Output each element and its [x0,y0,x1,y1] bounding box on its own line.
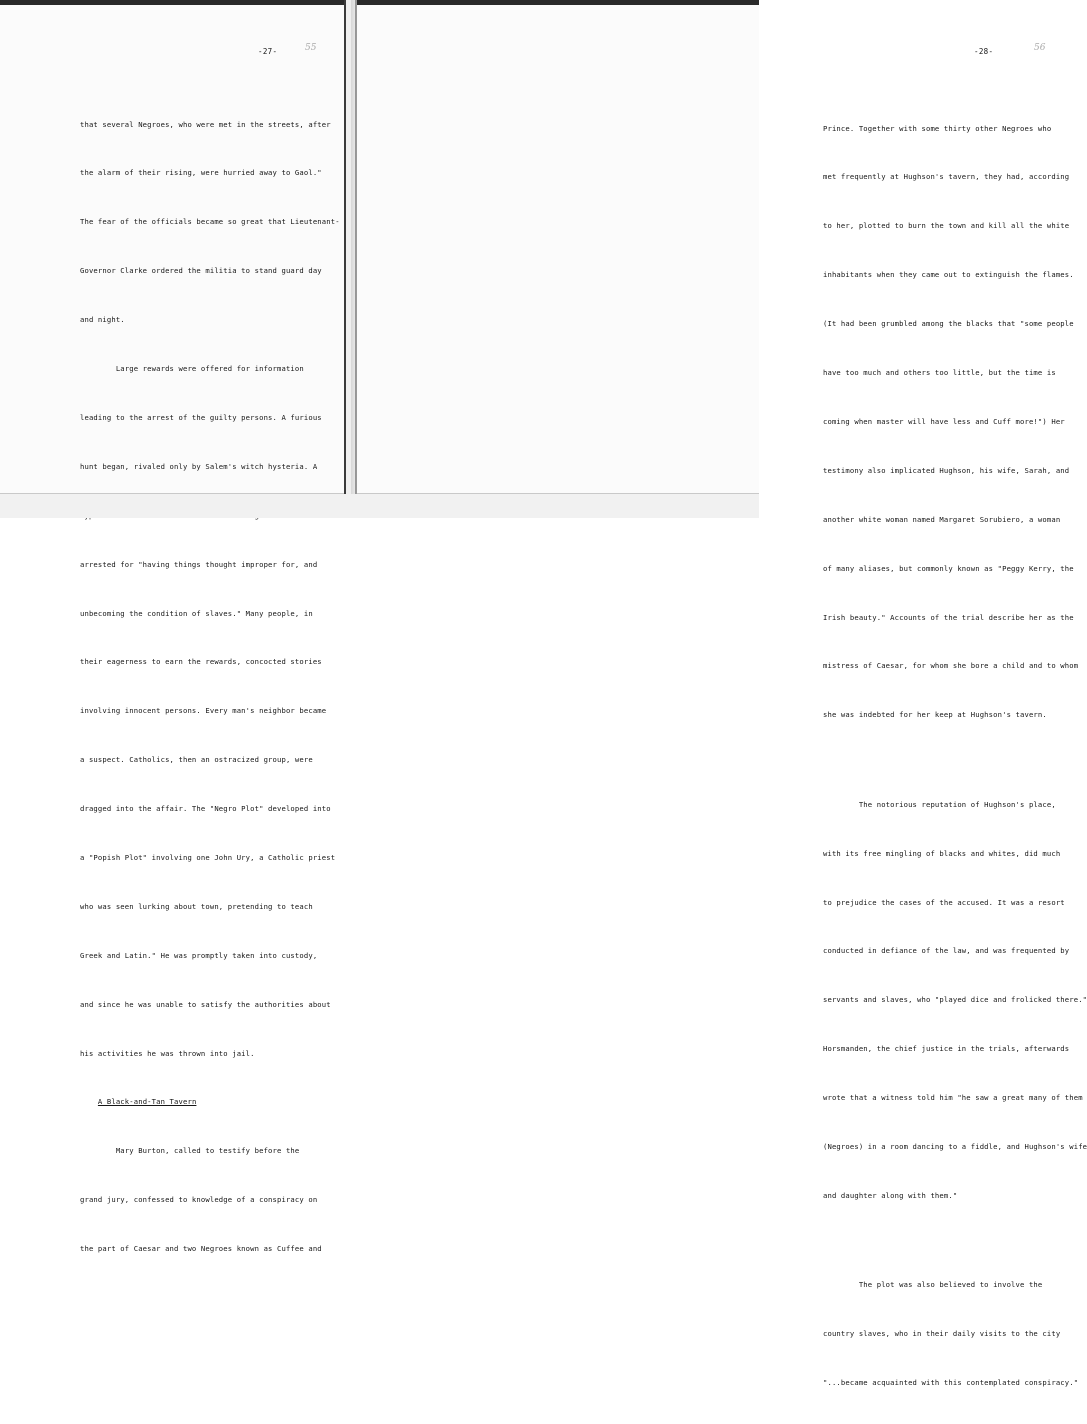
right-page-body [823,88,1087,1424]
text-line: another white woman named Margaret Sorubiero, a woman [823,514,1061,524]
text-line: their eagerness to earn the rewards, concocted stories [80,657,322,667]
text-line: the alarm of their rising, were hurried away to Gaol." [80,168,322,178]
paragraph-gap [823,756,1087,764]
scan-bottom-edge [0,494,759,518]
text-line: "...became acquainted with this contemplated conspiracy." [823,1378,1079,1388]
text-line: Irish beauty." Accounts of the trial describe her as the [823,612,1074,622]
text-line: testimony also implicated Hughson, his wife, Sarah, and [823,465,1070,475]
text-line: met frequently at Hughson's tavern, they had, according [823,172,1070,182]
pencil-annotation: 56 [1034,43,1046,53]
text-line: servants and slaves, who "played dice and frolicked there." [823,995,1087,1005]
text-line: Greek and Latin." He was promptly taken into custody, [80,950,318,960]
text-line: have too much and others too little, but the time is [823,368,1056,378]
text-line: wrote that a witness told him "he saw a great many of them [823,1093,1083,1103]
section-heading-text: A Black-and-Tan Tavern [97,1097,197,1107]
text-line: (It had been grumbled among the blacks that "some people [823,319,1074,329]
text-line: arrested for "having things thought improper for, and [80,559,318,569]
text-line: to her, plotted to burn the town and kill all the white [823,221,1070,231]
text-line: a suspect. Catholics, then an ostracized group, were [80,755,313,765]
text-line: The plot was also believed to involve the [823,1280,1043,1290]
text-line: and night. [80,315,125,325]
text-line: who was seen lurking about town, pretending to teach [80,901,313,911]
text-line: dragged into the affair. The "Negro Plot" developed into [80,804,331,814]
text-line: mistress of Caesar, for whom she bore a child and to whom [823,661,1079,671]
paragraph-gap [823,1237,1087,1245]
section-heading [80,1094,340,1110]
text-line: a "Popish Plot" involving one John Ury, a Catholic priest [80,852,336,862]
text-line: and since he was unable to satisfy the authorities about [80,999,331,1009]
page-number: -28- [974,47,994,56]
text-line: and daughter along with them." [823,1190,958,1200]
text-line: grand jury, confessed to knowledge of a conspiracy on [80,1195,318,1205]
text-line: hunt began, rivaled only by Salem's witch hysteria. A [80,461,318,471]
text-line: leading to the arrest of the guilty persons. A furious [80,412,322,422]
text-line: inhabitants when they came out to extinguish the flames. [823,270,1074,280]
text-line: country slaves, who in their daily visits to the city [823,1329,1061,1339]
text-line: Horsmanden, the chief justice in the trials, afterwards [823,1044,1070,1054]
text-line: The fear of the officials became so great that Lieutenant- [80,217,340,227]
left-page-body [80,84,340,1290]
text-line: his activities he was thrown into jail. [80,1048,255,1058]
text-line: coming when master will have less and Cuff more!") Her [823,416,1065,426]
text-line: to prejudice the cases of the accused. It was a resort [823,897,1065,907]
text-line: that several Negroes, who were met in the streets, after [80,119,331,129]
text-line: involving innocent persons. Every man's neighbor became [80,706,327,716]
text-line: (Negroes) in a room dancing to a fiddle, and Hughson's wife [823,1142,1087,1151]
text-line: with its free mingling of blacks and whites, did much [823,848,1061,858]
text-line: conducted in defiance of the law, and was frequented by [823,946,1070,956]
text-line: unbecoming the condition of slaves." Many people, in [80,608,313,618]
pencil-annotation: 55 [305,43,317,53]
right-page [357,5,1087,1388]
text-line: Prince. Together with some thirty other Negroes who [823,123,1052,133]
text-line: The notorious reputation of Hughson's place, [823,799,1056,809]
text-line: she was indebted for her keep at Hughson's tavern. [823,710,1047,720]
page-number: -27- [258,47,278,56]
text-line: the part of Caesar and two Negroes known as Cuffee and [80,1244,322,1254]
text-line: Governor Clarke ordered the militia to stand guard day [80,266,322,276]
left-page [0,5,344,1254]
text-line: Mary Burton, called to testify before the [80,1146,300,1156]
text-line: of many aliases, but commonly known as "Peggy Kerry, the [823,563,1074,573]
text-line: Large rewards were offered for information [80,364,304,374]
